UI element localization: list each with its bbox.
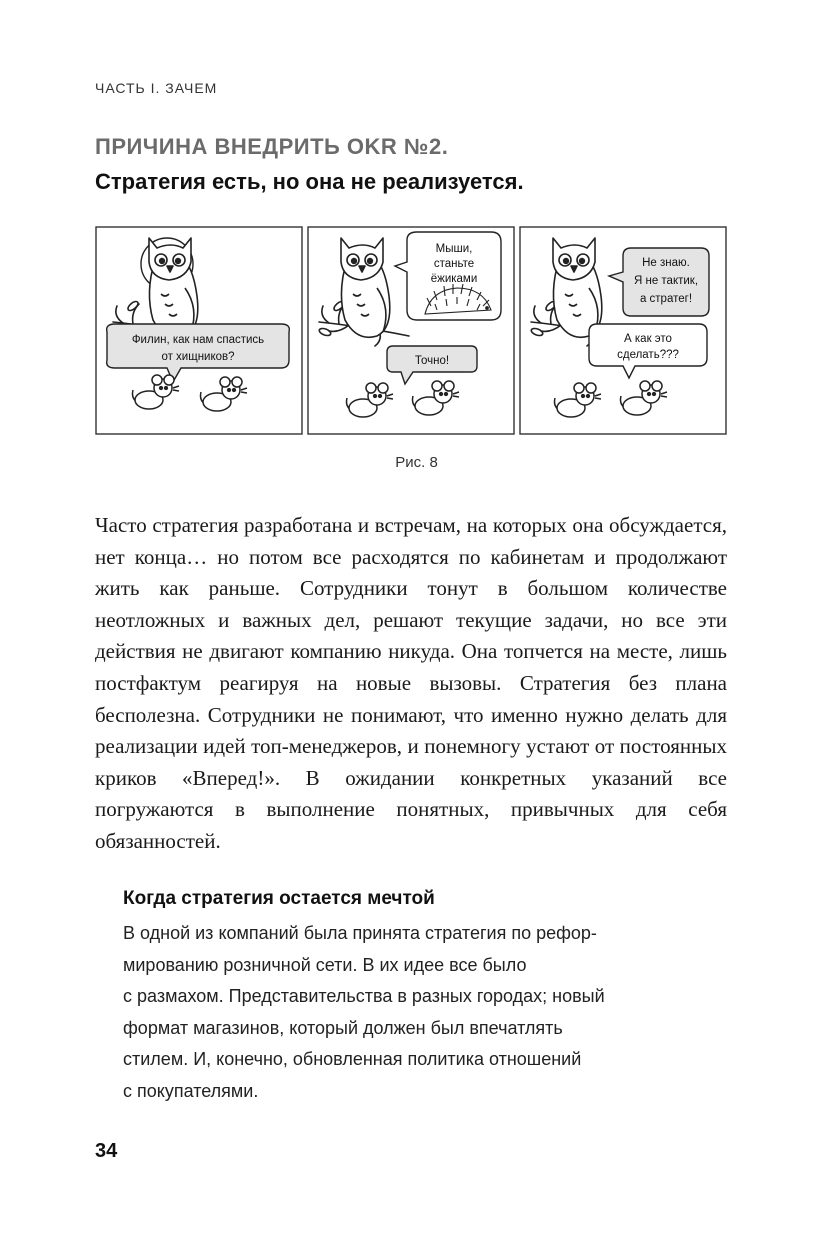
bubble-line: Мыши, bbox=[435, 243, 473, 255]
box-line: с размахом. Представительства в разных городах; новый bbox=[123, 986, 605, 1006]
speech-bubble bbox=[609, 248, 709, 316]
section-kicker: ПРИЧИНА ВНЕДРИТЬ OKR №2. bbox=[95, 134, 449, 159]
box-line: В одной из компаний была принята стратегия по рефор- bbox=[123, 923, 597, 943]
comic-panel-3 bbox=[520, 227, 726, 434]
sidebar-box-text bbox=[123, 918, 723, 1107]
box-line: формат магазинов, который должен был впечатлять bbox=[123, 1017, 563, 1038]
bubble-line: Точно! bbox=[414, 355, 450, 367]
sidebar-box-title: Когда стратегия остается мечтой bbox=[123, 888, 435, 909]
body-paragraph: Часто стратегия разработана и встречам, на которых она обсуждается, нет конца… но потом все расходятся по кабинетам и продолжают жить как раньше. Сотрудники тонут в большом количестве неотложных и важных дел, решают текущие задачи, но все эти действия не двигают компанию никуда. Она топчется на месте, лишь постфактум реагируя на новые вызовы. Стратегия без плана бесполезна. Сотрудники не понимают, что именно нужно делать для реализации идей топ-менеджеров, и понемногу устают от постоянных криков «Вперед!». В ожидании конкретных указаний все погружаются в выполнение понятных, привычных для себя обязанностей. bbox=[95, 513, 727, 853]
comic-strip bbox=[95, 226, 727, 436]
bubble-line: станьте bbox=[433, 258, 475, 270]
comic-panel-2 bbox=[308, 227, 514, 434]
page-number: 34 bbox=[95, 1140, 118, 1162]
bubble-line: а стратег! bbox=[639, 293, 693, 305]
box-line: стилем. И, конечно, обновленная политика отношений bbox=[123, 1049, 582, 1069]
bubble-line: Я не тактик, bbox=[633, 275, 699, 287]
bubble-line: от хищников? bbox=[161, 351, 235, 363]
box-line: мированию розничной сети. В их идее все было bbox=[123, 954, 527, 975]
bubble-line: Филин, как нам спастись bbox=[131, 334, 265, 346]
bubble-line: ёжиками bbox=[430, 273, 478, 285]
section-title: Стратегия есть, но она не реализуется. bbox=[95, 169, 524, 194]
bubble-line: А как это bbox=[624, 333, 672, 345]
box-line: с покупателями. bbox=[123, 1080, 259, 1101]
bubble-line: сделать??? bbox=[617, 349, 679, 361]
running-head: ЧАСТЬ I. ЗАЧЕМ bbox=[95, 80, 218, 96]
figure-caption: Рис. 8 bbox=[395, 454, 438, 471]
bubble-line: Не знаю. bbox=[642, 257, 690, 269]
comic-panel-1 bbox=[96, 227, 302, 434]
